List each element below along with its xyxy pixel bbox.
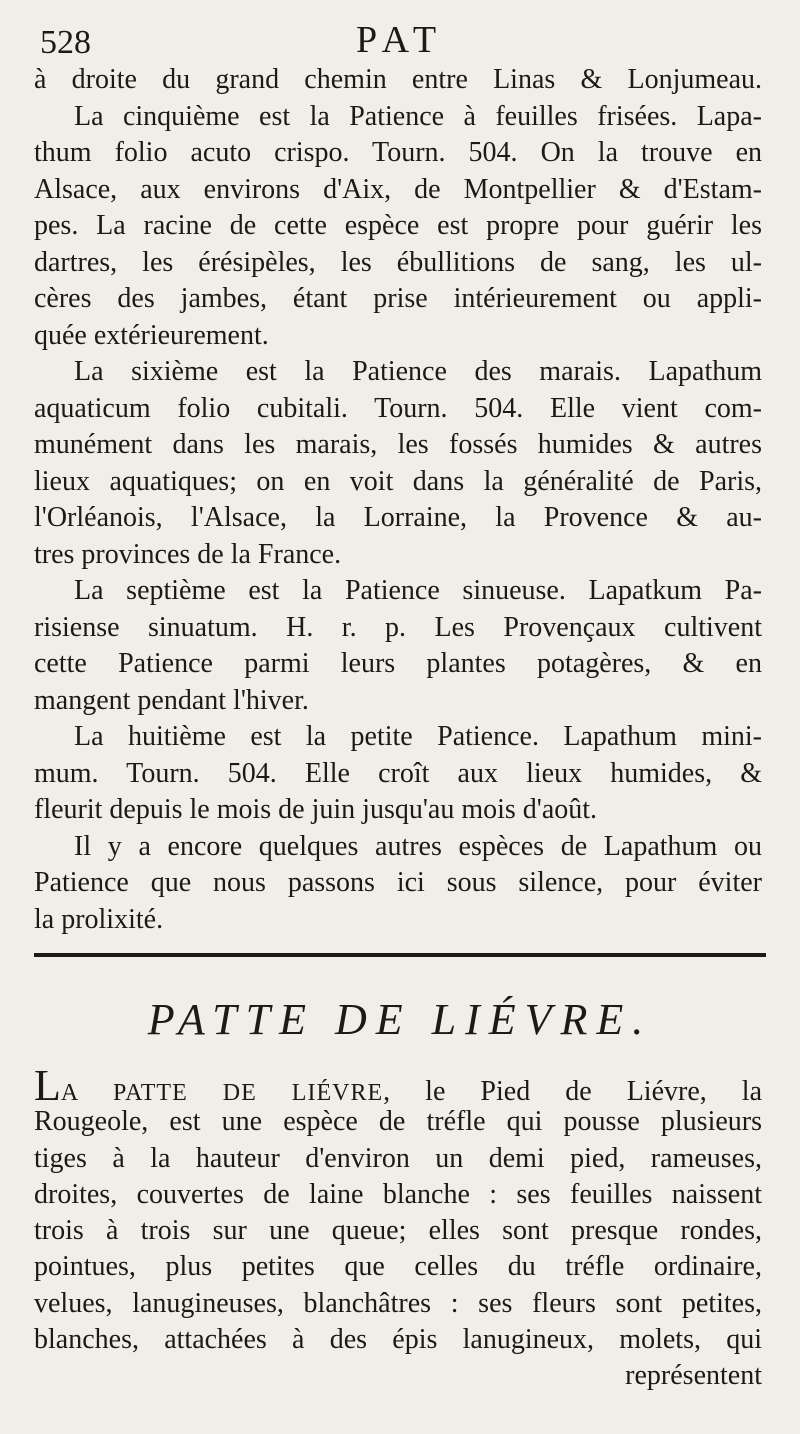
running-title: PAT xyxy=(355,19,445,61)
text-line: la prolixité. xyxy=(34,903,164,935)
page-number: 528 xyxy=(40,24,91,61)
text-line: mangent pendant l'hiver. xyxy=(34,684,309,716)
text-line: trois à trois sur une queue; elles sont presque rondes, xyxy=(34,1215,762,1247)
text-line: Il y a encore quelques autres espèces de Lapathum ou xyxy=(74,830,762,862)
text-line: Rougeole, est une espèce de tréfle qui pousse plusieurs xyxy=(34,1106,762,1138)
section-title: PATTE DE LIÉVRE. xyxy=(147,995,653,1044)
text-line: fleurit depuis le mois de juin jusqu'au mois d'août. xyxy=(34,794,598,825)
text-line: à droite du grand chemin entre Linas & Lonjumeau. xyxy=(34,64,762,95)
text-line: Alsace, aux environs d'Aix, de Montpellier & d'Estam- xyxy=(34,173,762,205)
text-line: lieux aquatiques; on en voit dans la généralité de Paris, xyxy=(34,465,762,497)
text-line: La cinquième est la Patience à feuilles frisées. Lapa- xyxy=(74,100,762,132)
text-line: Patience que nous passons ici sous silence, pour éviter xyxy=(34,867,762,898)
text-line: munément dans les marais, les fossés humides & autres xyxy=(34,429,762,460)
text-line: La huitième est la petite Patience. Lapathum mini- xyxy=(74,721,762,752)
section-divider xyxy=(34,953,766,957)
text-line: cette Patience parmi leurs plantes potagères, & en xyxy=(34,648,762,679)
text-line: l'Orléanois, l'Alsace, la Lorraine, la Provence & au- xyxy=(34,502,762,533)
section-patte-de-lievre-text xyxy=(34,1068,762,1395)
text-line: aquaticum folio cubitali. Tourn. 504. Elle vient com- xyxy=(34,392,762,424)
page-header xyxy=(0,18,800,62)
text-line: mum. Tourn. 504. Elle croît aux lieux humides, & xyxy=(34,757,762,789)
text-line: cères des jambes, étant prise intérieurement ou appli- xyxy=(34,283,762,314)
text-line: thum folio acuto crispo. Tourn. 504. On la trouve en xyxy=(34,137,762,168)
text-line: tiges à la hauteur d'environ un demi pied, rameuses, xyxy=(34,1142,762,1174)
catchword: représentent xyxy=(625,1360,762,1392)
text-line: La septième est la Patience sinueuse. Lapatkum Pa- xyxy=(74,575,762,606)
first-line-rest: , le Pied de Liévre, la xyxy=(383,1076,762,1105)
drop-cap: L xyxy=(34,1068,61,1105)
text-line: blanches, attachées à des épis lanugineux, molets, qui xyxy=(34,1324,762,1356)
text-line: tres provinces de la France. xyxy=(34,538,342,570)
first-line xyxy=(34,1068,762,1104)
text-line: pes. La racine de cette espèce est propre pour guérir les xyxy=(34,210,762,241)
text-line: quée extérieurement. xyxy=(34,319,269,351)
text-line: velues, lanugineuses, blanchâtres : ses fleurs sont petites, xyxy=(34,1287,762,1319)
text-line: risiense sinuatum. H. r. p. Les Provençaux cultivent xyxy=(34,611,762,643)
text-line: dartres, les érésipèles, les ébullitions de sang, les ul- xyxy=(34,246,762,278)
text-line: droites, couvertes de laine blanche : ses feuilles naissent xyxy=(34,1178,762,1210)
text-line: La sixième est la Patience des marais. Lapathum xyxy=(74,356,762,387)
small-caps-heading: A PATTE DE LIÉVRE xyxy=(60,1080,384,1105)
text-line: pointues, plus petites que celles du tréfle ordinaire, xyxy=(34,1251,762,1283)
section-patience-text xyxy=(34,62,762,938)
